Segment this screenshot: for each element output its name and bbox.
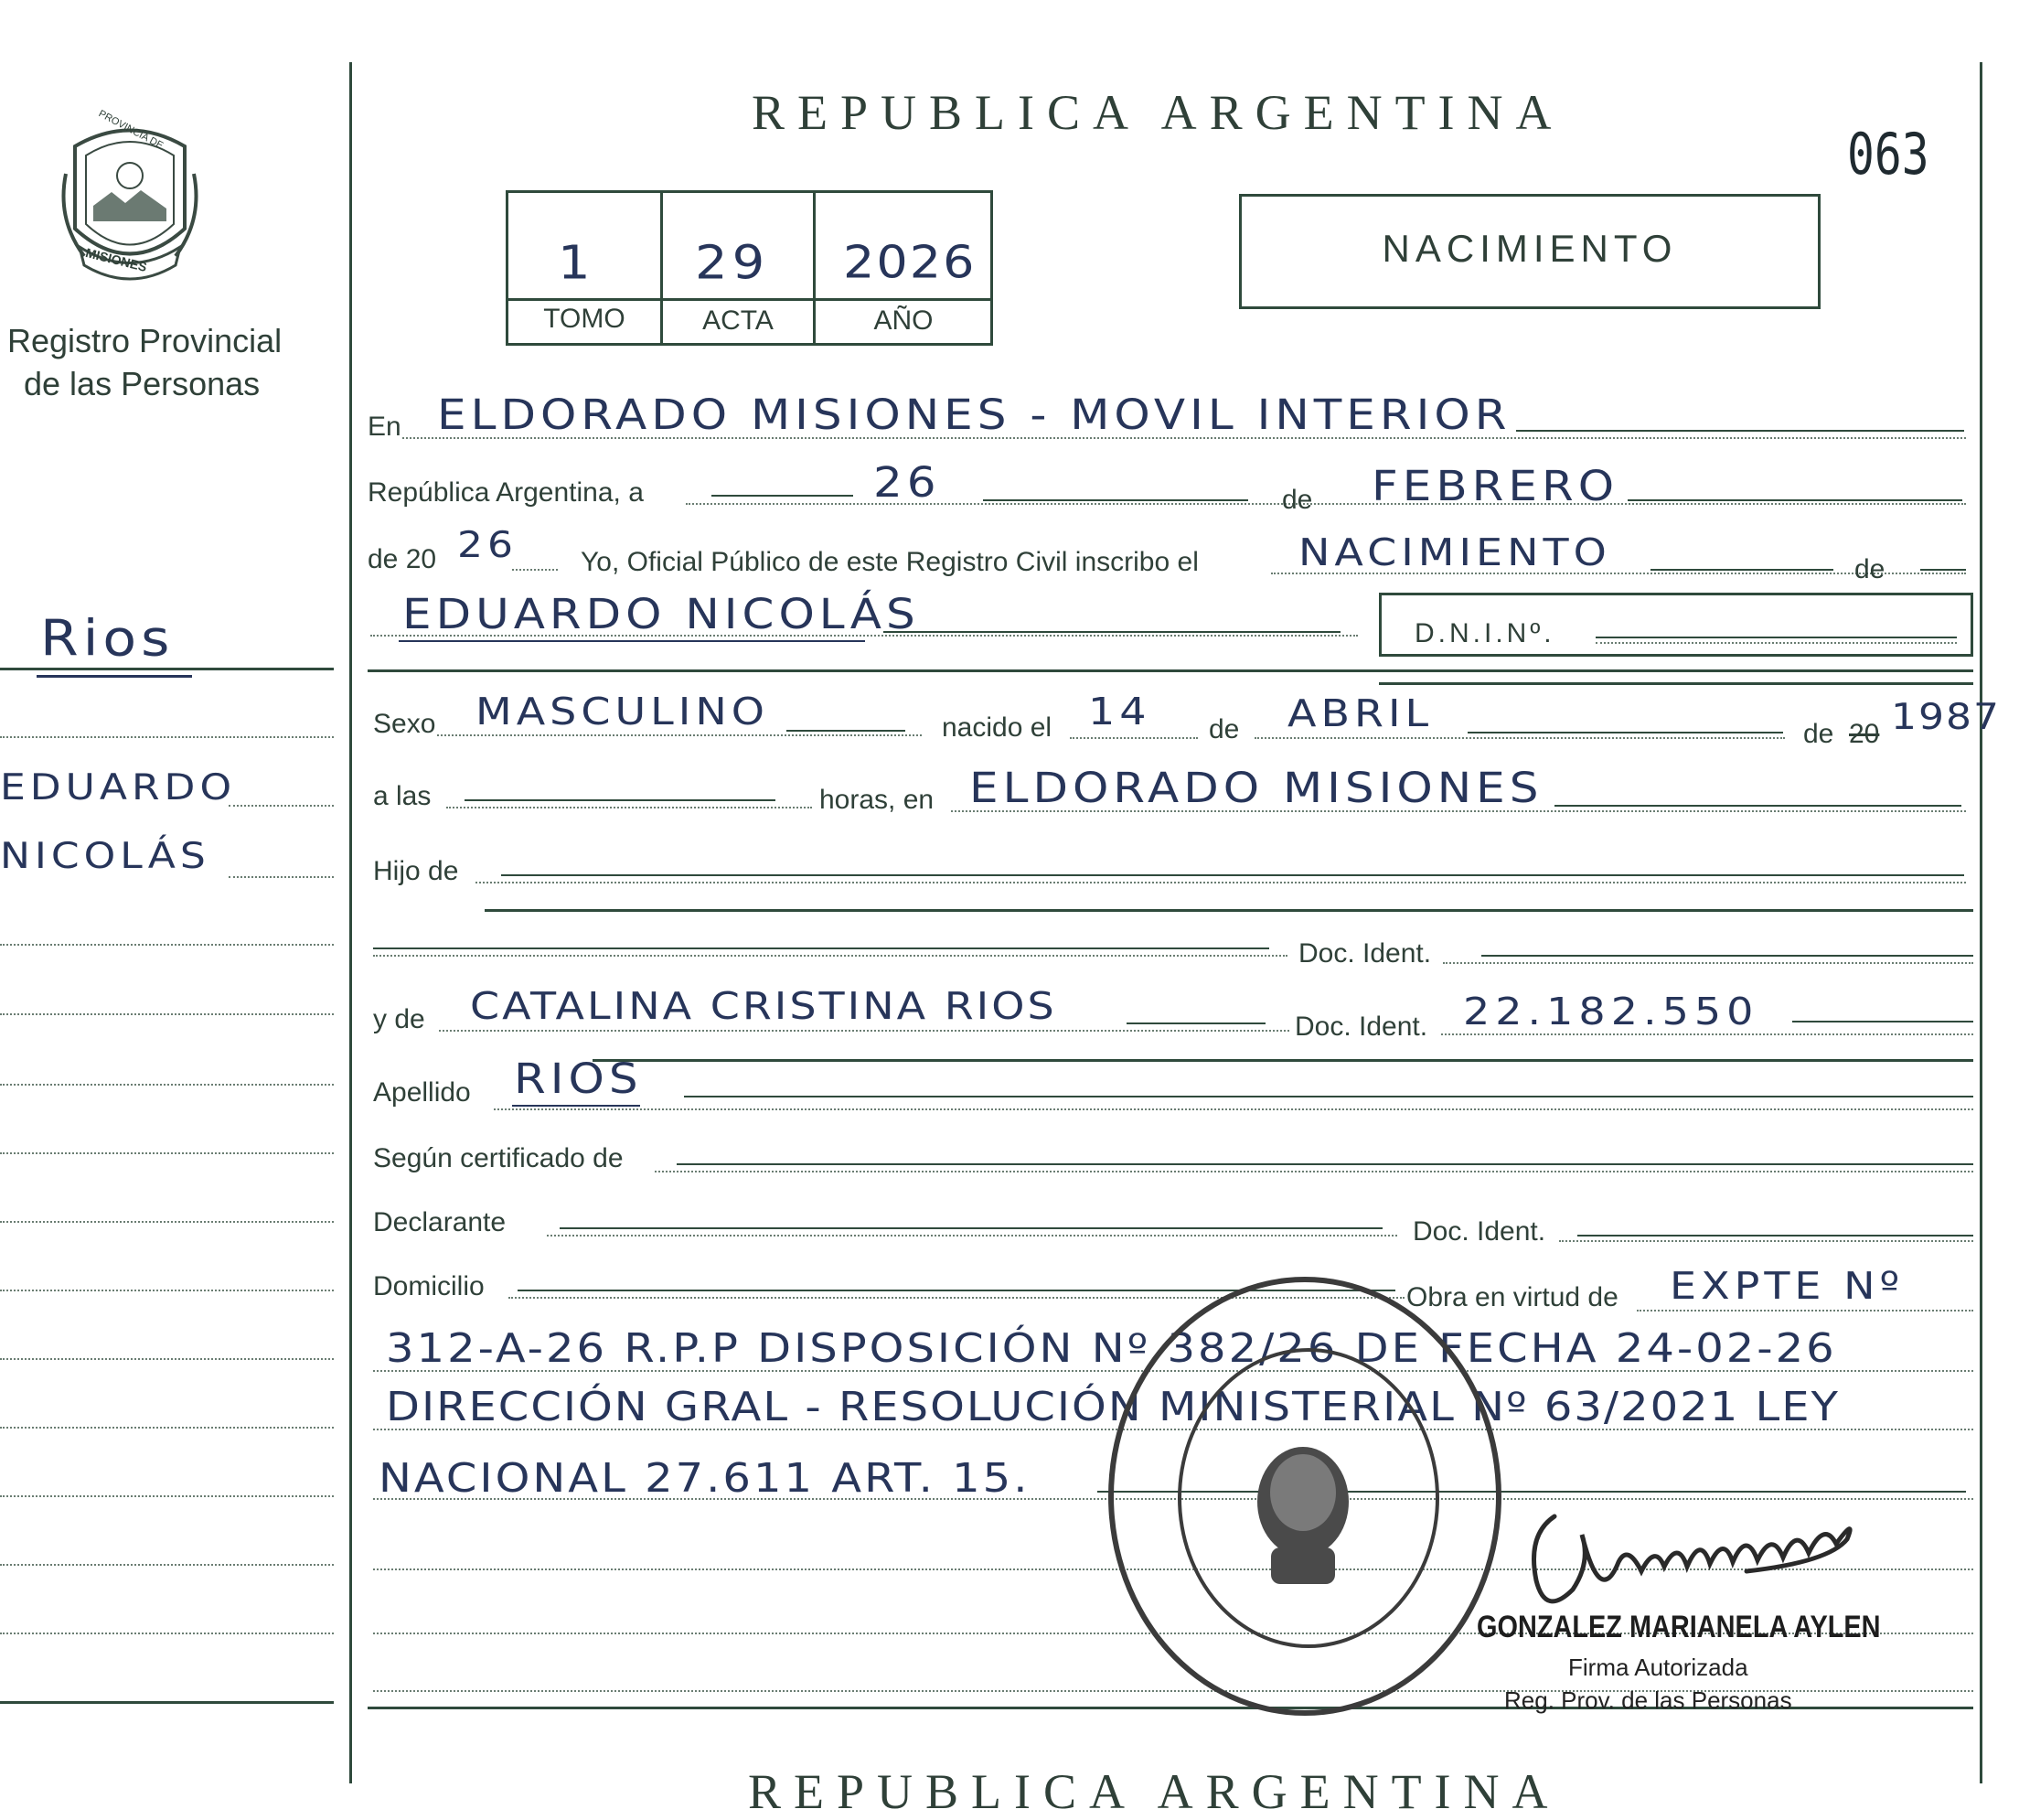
sexo-dash (786, 730, 905, 732)
stamp-emblem (1244, 1438, 1362, 1593)
registry-line-1: Registro Provincial (7, 322, 283, 359)
tomo-value: 1 (558, 236, 595, 290)
birth-year: 1987 (1891, 696, 2001, 738)
mother-doc-dots (1441, 1033, 1973, 1035)
sexo-value: MASCULINO (475, 689, 769, 733)
apellido-label: Apellido (373, 1077, 471, 1108)
birth-place-dash (1554, 805, 1961, 807)
person-name-underline (399, 640, 865, 642)
person-name-dash (883, 631, 1341, 633)
hijo-dots (475, 882, 1966, 883)
parent1-dash (373, 947, 1269, 949)
republica-label: República Argentina, a (368, 477, 644, 508)
day-value: 26 (873, 458, 941, 507)
declarante-dash (560, 1227, 1383, 1229)
record-box-label-rule (506, 298, 993, 301)
country-heading: REPUBLICA ARGENTINA (752, 85, 1565, 140)
signer-name: GONZALEZ MARIANELA AYLEN (1477, 1610, 1881, 1644)
mother-dash (1127, 1022, 1266, 1024)
birth-place: ELDORADO MISIONES (969, 764, 1544, 812)
doc-ident-label-1: Doc. Ident. (1298, 938, 1432, 969)
section-rule (368, 669, 1973, 672)
segun-dash (677, 1163, 1973, 1165)
registry-line-2: de las Personas (24, 365, 261, 402)
note-line-3: NACIONAL 27.611 ART. 15. (379, 1455, 1031, 1502)
acta-value: 29 (695, 236, 770, 290)
mother-rule (593, 1059, 1973, 1062)
margin-rule-bottom (0, 1701, 334, 1704)
margin-dots (0, 1084, 334, 1086)
apellido-dash (684, 1096, 1973, 1097)
margin-dots (0, 944, 334, 946)
year-prefix-label: de 20 (368, 544, 437, 574)
a-las-dash (465, 799, 775, 801)
de-label-1: de (1282, 485, 1313, 515)
page-number: 063 (1847, 121, 1929, 187)
margin-dots (229, 876, 334, 878)
person-name-dots (370, 635, 1358, 637)
margin-first-name: EDUARDO (0, 766, 237, 808)
doc-ident-3-dash (1577, 1235, 1973, 1237)
margin-surname: Rios (40, 610, 175, 668)
margin-dots (0, 736, 334, 738)
de-label-4: de (1803, 719, 1834, 749)
a-las-label: a las (373, 781, 432, 811)
dni-dash (1596, 637, 1957, 638)
declarante-dots (547, 1235, 1397, 1237)
handwritten-signature (1518, 1480, 1884, 1626)
birth-month: ABRIL (1287, 691, 1434, 735)
de-label-2: de (1854, 554, 1885, 584)
y-de-label: y de (373, 1004, 425, 1034)
birth-month-dash (1468, 732, 1783, 733)
de-label-3: de (1209, 714, 1240, 744)
frame-left-rule (349, 62, 352, 1783)
anio-value: 2026 (843, 236, 977, 288)
day-dash-left (711, 495, 853, 497)
margin-dots (0, 1564, 334, 1566)
seal-text-top: PROVINCIA DE (96, 108, 166, 152)
footer-heading: REPUBLICA ARGENTINA (748, 1764, 1561, 1819)
year-value: 26 (457, 524, 518, 566)
doc-ident-1-dots (1443, 962, 1973, 964)
note-line-1: 312-A-26 R.P.P DISPOSICIÓN Nº 382/26 DE FECHA 24-02-26 (386, 1325, 1837, 1372)
segun-dots (655, 1171, 1973, 1172)
birth-month-dots (1255, 737, 1785, 739)
birth-day-dots (1070, 737, 1198, 739)
de2-dash (1920, 569, 1966, 571)
dni-dots (1596, 642, 1957, 644)
margin-dots (0, 1633, 334, 1634)
seal-text-bottom: MISIONES (84, 244, 149, 275)
acta-label: ACTA (702, 305, 774, 336)
horas-label: horas, en (819, 785, 935, 815)
margin-dots (0, 1221, 334, 1223)
domicilio-label: Domicilio (373, 1271, 485, 1301)
parent1-dots (373, 955, 1287, 957)
birth-day: 14 (1088, 689, 1151, 733)
hijo-rule (485, 909, 1973, 912)
apellido-value: RIOS (514, 1055, 643, 1103)
obra-dots (1637, 1310, 1973, 1311)
obra-value: EXPTE Nº (1670, 1263, 1905, 1308)
doc-ident-label-3: Doc. Ident. (1413, 1216, 1546, 1247)
dni-label: D.N.I.Nº. (1415, 618, 1555, 648)
inscribo-dash (1650, 569, 1833, 571)
margin-dots (0, 1152, 334, 1154)
apellido-dots (494, 1108, 1973, 1110)
obra-label: Obra en virtud de (1406, 1282, 1618, 1312)
mother-name: CATALINA CRISTINA RIOS (470, 983, 1057, 1028)
frame-right-rule (1980, 62, 1982, 1783)
en-dash (1516, 430, 1964, 432)
apellido-underline (512, 1105, 640, 1107)
mother-doc: 22.182.550 (1463, 989, 1759, 1033)
doc-ident-3-dots (1559, 1240, 1973, 1242)
nacido-label: nacido el (942, 712, 1052, 743)
section-rule-2 (1379, 682, 1973, 685)
signer-office: Reg. Prov. de las Personas (1504, 1686, 1792, 1714)
margin-second-name: NICOLÁS (0, 835, 210, 877)
sexo-label: Sexo (373, 709, 436, 739)
mother-dots (439, 1030, 1289, 1032)
margin-dots (0, 1290, 334, 1291)
month-value: FEBRERO (1372, 462, 1619, 510)
month-dash (1628, 499, 1962, 501)
tomo-label: TOMO (543, 304, 625, 334)
en-label: En (368, 412, 401, 442)
oficial-label: Yo, Oficial Público de este Registro Civil inscribo el (581, 547, 1199, 577)
year-dots (512, 569, 558, 571)
margin-dots (0, 1358, 334, 1360)
anio-label: AÑO (873, 305, 934, 336)
hijo-dash (501, 874, 1964, 876)
note-line-2: DIRECCIÓN GRAL - RESOLUCIÓN MINISTERIAL Nº 63/2021 LEY (386, 1384, 1840, 1430)
record-type: NACIMIENTO (1382, 227, 1678, 270)
inscribo-value: NACIMIENTO (1298, 530, 1611, 574)
struck-year-prefix: 20 (1849, 719, 1880, 749)
segun-label: Según certificado de (373, 1143, 624, 1173)
declarante-label: Declarante (373, 1207, 507, 1237)
margin-dots (229, 805, 334, 807)
a-las-dots (446, 807, 812, 808)
sexo-dots (437, 734, 922, 736)
doc-ident-1-dash (1481, 955, 1973, 957)
doc-ident-label-2: Doc. Ident. (1295, 1012, 1428, 1042)
margin-dots (0, 1013, 334, 1015)
en-value: ELDORADO MISIONES - MOVIL INTERIOR (437, 391, 1512, 439)
margin-surname-underline (37, 675, 192, 678)
margin-rule-top (0, 668, 334, 670)
person-name: EDUARDO NICOLÁS (402, 590, 920, 638)
hijo-label: Hijo de (373, 856, 459, 886)
margin-dots (0, 1495, 334, 1497)
mother-doc-dash (1792, 1021, 1973, 1022)
day-dash-right (983, 499, 1248, 501)
signer-role: Firma Autorizada (1568, 1654, 1748, 1681)
margin-dots (0, 1427, 334, 1429)
